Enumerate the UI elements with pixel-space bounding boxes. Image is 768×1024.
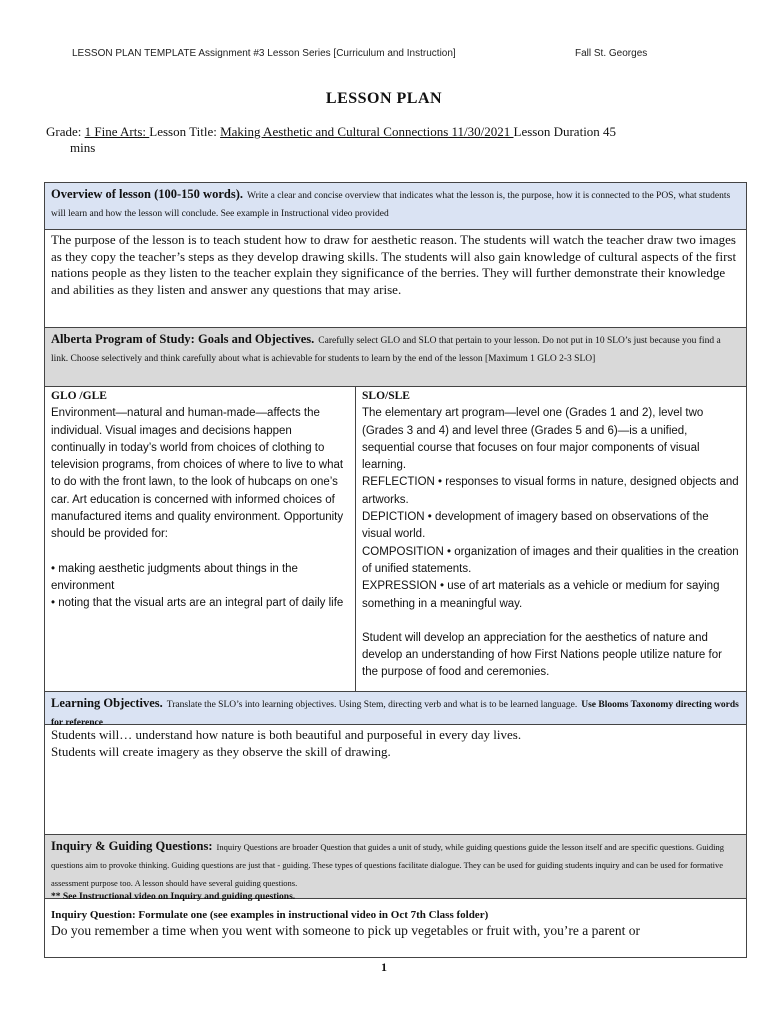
slo-closing: Student will develop an appreciation for the aesthetics of nature and develop an understanding of how First Nations people utilize nature for the purpose of food and ceremonies. — [362, 631, 722, 679]
slo-component: EXPRESSION • use of art materials as a vehicle or medium for saying something in a meaningful way. — [362, 580, 720, 610]
slo-column — [356, 387, 746, 691]
glo-bullet: • making aesthetic judgments about things in the environment — [51, 562, 298, 592]
overview-instructions: Write a clear and concise overview that indicates what the lesson is, the purpose, how it is connected to the POS, what students will learn and how the lesson will conclude. See example in Instructional video provided — [51, 191, 731, 219]
lesson-title-value: Making Aesthetic and Cultural Connections 11/30/2021 — [220, 124, 514, 139]
duration-label: Lesson Duration 45 — [513, 124, 617, 139]
inquiry-note: ** See Instructional video on Inquiry and guiding questions. — [51, 892, 296, 902]
header-left-text: LESSON PLAN TEMPLATE Assignment #3 Lesson Series [Curriculum and Instruction] — [72, 48, 456, 59]
glo-paragraph: Environment—natural and human-made—affects the individual. Visual images and decisions happen continually in today’s world from choices of clothing to television programs, from choices of where to live to what to do with the front lawn, to the look of hubcaps on one’s car. Art education is concerned with informed choices of manufactured items and quality environment. Opportunity should be provided for: — [51, 407, 344, 541]
learning-objectives-header — [45, 692, 746, 728]
learning-objective-item: Students will create imagery as they observe the skill of drawing. — [51, 743, 391, 759]
inquiry-instructions: Inquiry Questions are broader Question that guides a unit of study, while guiding questions guide the lesson itself and are specific questions. Guiding questions aim to provoke thinking. Guiding questions are just that - guiding. These types of questions facilitate dialogue. They can be used for guiding students inquiry and can be used for formative assessment purpose too. A lesson should have several guiding questions. — [51, 842, 724, 888]
lesson-title-label: Lesson Title: — [149, 124, 221, 139]
learning-objectives-instructions-bold: Use Blooms Taxonomy directing words for reference — [51, 700, 739, 728]
inquiry-question-label: Inquiry Question: Formulate one (see examples in instructional video in Oct 7th Class folder) — [51, 909, 489, 921]
slo-component: REFLECTION • responses to visual forms in nature, designed objects and artworks. — [362, 476, 739, 506]
inquiry-heading: Inquiry & Guiding Questions: — [51, 839, 213, 853]
overview-heading: Overview of lesson (100-150 words). — [51, 187, 243, 201]
learning-objectives-body — [45, 725, 746, 835]
page-number: 1 — [381, 960, 387, 974]
slo-heading: SLO/SLE — [362, 390, 410, 402]
overview-header — [45, 183, 746, 230]
inquiry-header — [45, 835, 746, 902]
program-of-study-header — [45, 328, 746, 387]
program-of-study-instructions: Carefully select GLO and SLO that pertain to your lesson. Do not put in 10 SLO’s just because you find a link. Choose selectively and think carefully about what is achievable for students to learn by the end of the lesson [Maximum 1 GLO 2-3 SLO] — [51, 336, 721, 364]
grade-label: Grade: — [46, 124, 85, 139]
lesson-plan-table — [44, 182, 747, 958]
slo-component: DEPICTION • development of imagery based on observations of the visual world. — [362, 511, 709, 541]
grade-line — [46, 124, 706, 156]
slo-paragraph: The elementary art program—level one (Grades 1 and 2), level two (Grades 3 and 4) and level three (Grades 5 and 6)—is a unified, sequential course that focuses on four major components of visual learning. — [362, 407, 704, 472]
glo-bullet: • noting that the visual arts are an integral part of daily life — [51, 597, 344, 610]
glo-column — [45, 387, 356, 691]
page-title: LESSON PLAN — [325, 90, 443, 107]
glo-heading: GLO /GLE — [51, 390, 107, 402]
learning-objective-item: Students will… understand how nature is both beautiful and purposeful in every day lives. — [51, 727, 522, 742]
inquiry-question-text: Do you remember a time when you went with someone to pick up vegetables or fruit with, you’re a parent or — [51, 923, 640, 938]
program-of-study-heading: Alberta Program of Study: Goals and Objectives. — [51, 332, 315, 346]
overview-text: The purpose of the lesson is to teach student how to draw for aesthetic reason. The students will watch the teacher draw two images as they copy the teacher’s steps as they develop drawing skills. The students will also gain knowledge of cultural aspects of the first nations people as they listen to the teacher explain they significance of the berries. They will further demonstrate their knowledge and abilities as they listen and answer any questions that may arise. — [45, 230, 746, 328]
document-header — [72, 48, 712, 59]
header-right-text: Fall St. Georges — [575, 48, 648, 59]
learning-objectives-heading: Learning Objectives. — [51, 696, 163, 710]
glo-slo-row — [45, 387, 746, 692]
slo-component: COMPOSITION • organization of images and their qualities in the creation of unified statements. — [362, 545, 739, 575]
duration-unit: mins — [70, 140, 96, 155]
inquiry-body — [45, 905, 746, 942]
grade-value: 1 Fine Arts: — [84, 124, 150, 139]
learning-objectives-instructions: Translate the SLO’s into learning objectives. Using Stem, directing verb and what is to be learned language. — [166, 700, 578, 710]
